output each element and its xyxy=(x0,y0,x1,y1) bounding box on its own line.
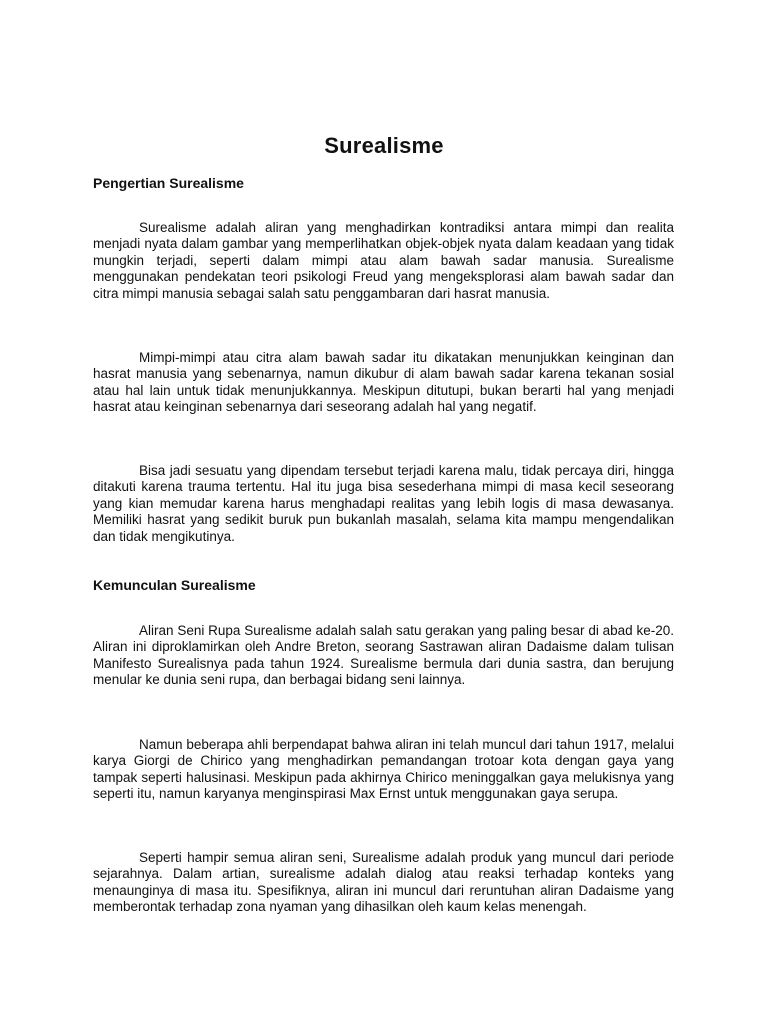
section-heading-pengertian: Pengertian Surealisme xyxy=(93,175,244,191)
paragraph: Aliran Seni Rupa Surealisme adalah salah satu gerakan yang paling besar di abad ke-20. Aliran ini diproklamirkan oleh Andre Breton, seorang Sastrawan aliran Dadaisme dalam tulisan Manifesto Surealisnya pada tahun 1924. Surealisme bermula dari dunia sastra, dan berujung menular ke dunia seni rupa, dan berbagai bidang seni lainnya. xyxy=(93,623,674,688)
paragraph: Seperti hampir semua aliran seni, Surealisme adalah produk yang muncul dari periode sejarahnya. Dalam artian, surealisme adalah dialog atau reaksi terhadap konteks yang menaunginya di masa itu. Spesifiknya, aliran ini muncul dari reruntuhan aliran Dadaisme yang memberontak terhadap zona nyaman yang dihasilkan oleh kaum kelas menengah. xyxy=(93,850,674,915)
document-title: Surealisme xyxy=(324,132,444,158)
paragraph: Surealisme adalah aliran yang menghadirkan kontradiksi antara mimpi dan realita menjadi nyata dalam gambar yang memperlihatkan objek-objek nyata dalam keadaan yang tidak mungkin terjadi, seperti dalam mimpi atau alam bawah sadar manusia. Surealisme menggunakan pendekatan teori psikologi Freud yang mengeksplorasi alam bawah sadar dan citra mimpi manusia sebagai salah satu penggambaran dari hasrat manusia. xyxy=(93,220,674,301)
paragraph: Namun beberapa ahli berpendapat bahwa aliran ini telah muncul dari tahun 1917, melalui karya Giorgi de Chirico yang menghadirkan pemandangan trotoar kota dengan gaya yang tampak seperti halusinasi. Meskipun pada akhirnya Chirico meninggalkan gaya melukisnya yang seperti itu, namun karyanya menginspirasi Max Ernst untuk menggunakan gaya serupa. xyxy=(93,737,674,802)
paragraph: Bisa jadi sesuatu yang dipendam tersebut terjadi karena malu, tidak percaya diri, hingga ditakuti karena trauma tertentu. Hal itu juga bisa sesederhana mimpi di masa kecil seseorang yang kian memudar karena harus menghadapi realitas yang lebih logis di masa dewasanya. Memiliki hasrat yang sedikit buruk pun bukanlah masalah, selama kita mampu mengendalikan dan tidak mengikutinya. xyxy=(93,463,674,544)
paragraph: Mimpi-mimpi atau citra alam bawah sadar itu dikatakan menunjukkan keinginan dan hasrat manusia yang sebenarnya, namun dikubur di alam bawah sadar karena tekanan sosial atau hal lain untuk tidak menunjukkannya. Meskipun ditutupi, bukan berarti hal yang menjadi hasrat atau keinginan sebenarnya dari seseorang adalah hal yang negatif. xyxy=(93,350,674,415)
section-heading-kemunculan: Kemunculan Surealisme xyxy=(93,577,256,593)
